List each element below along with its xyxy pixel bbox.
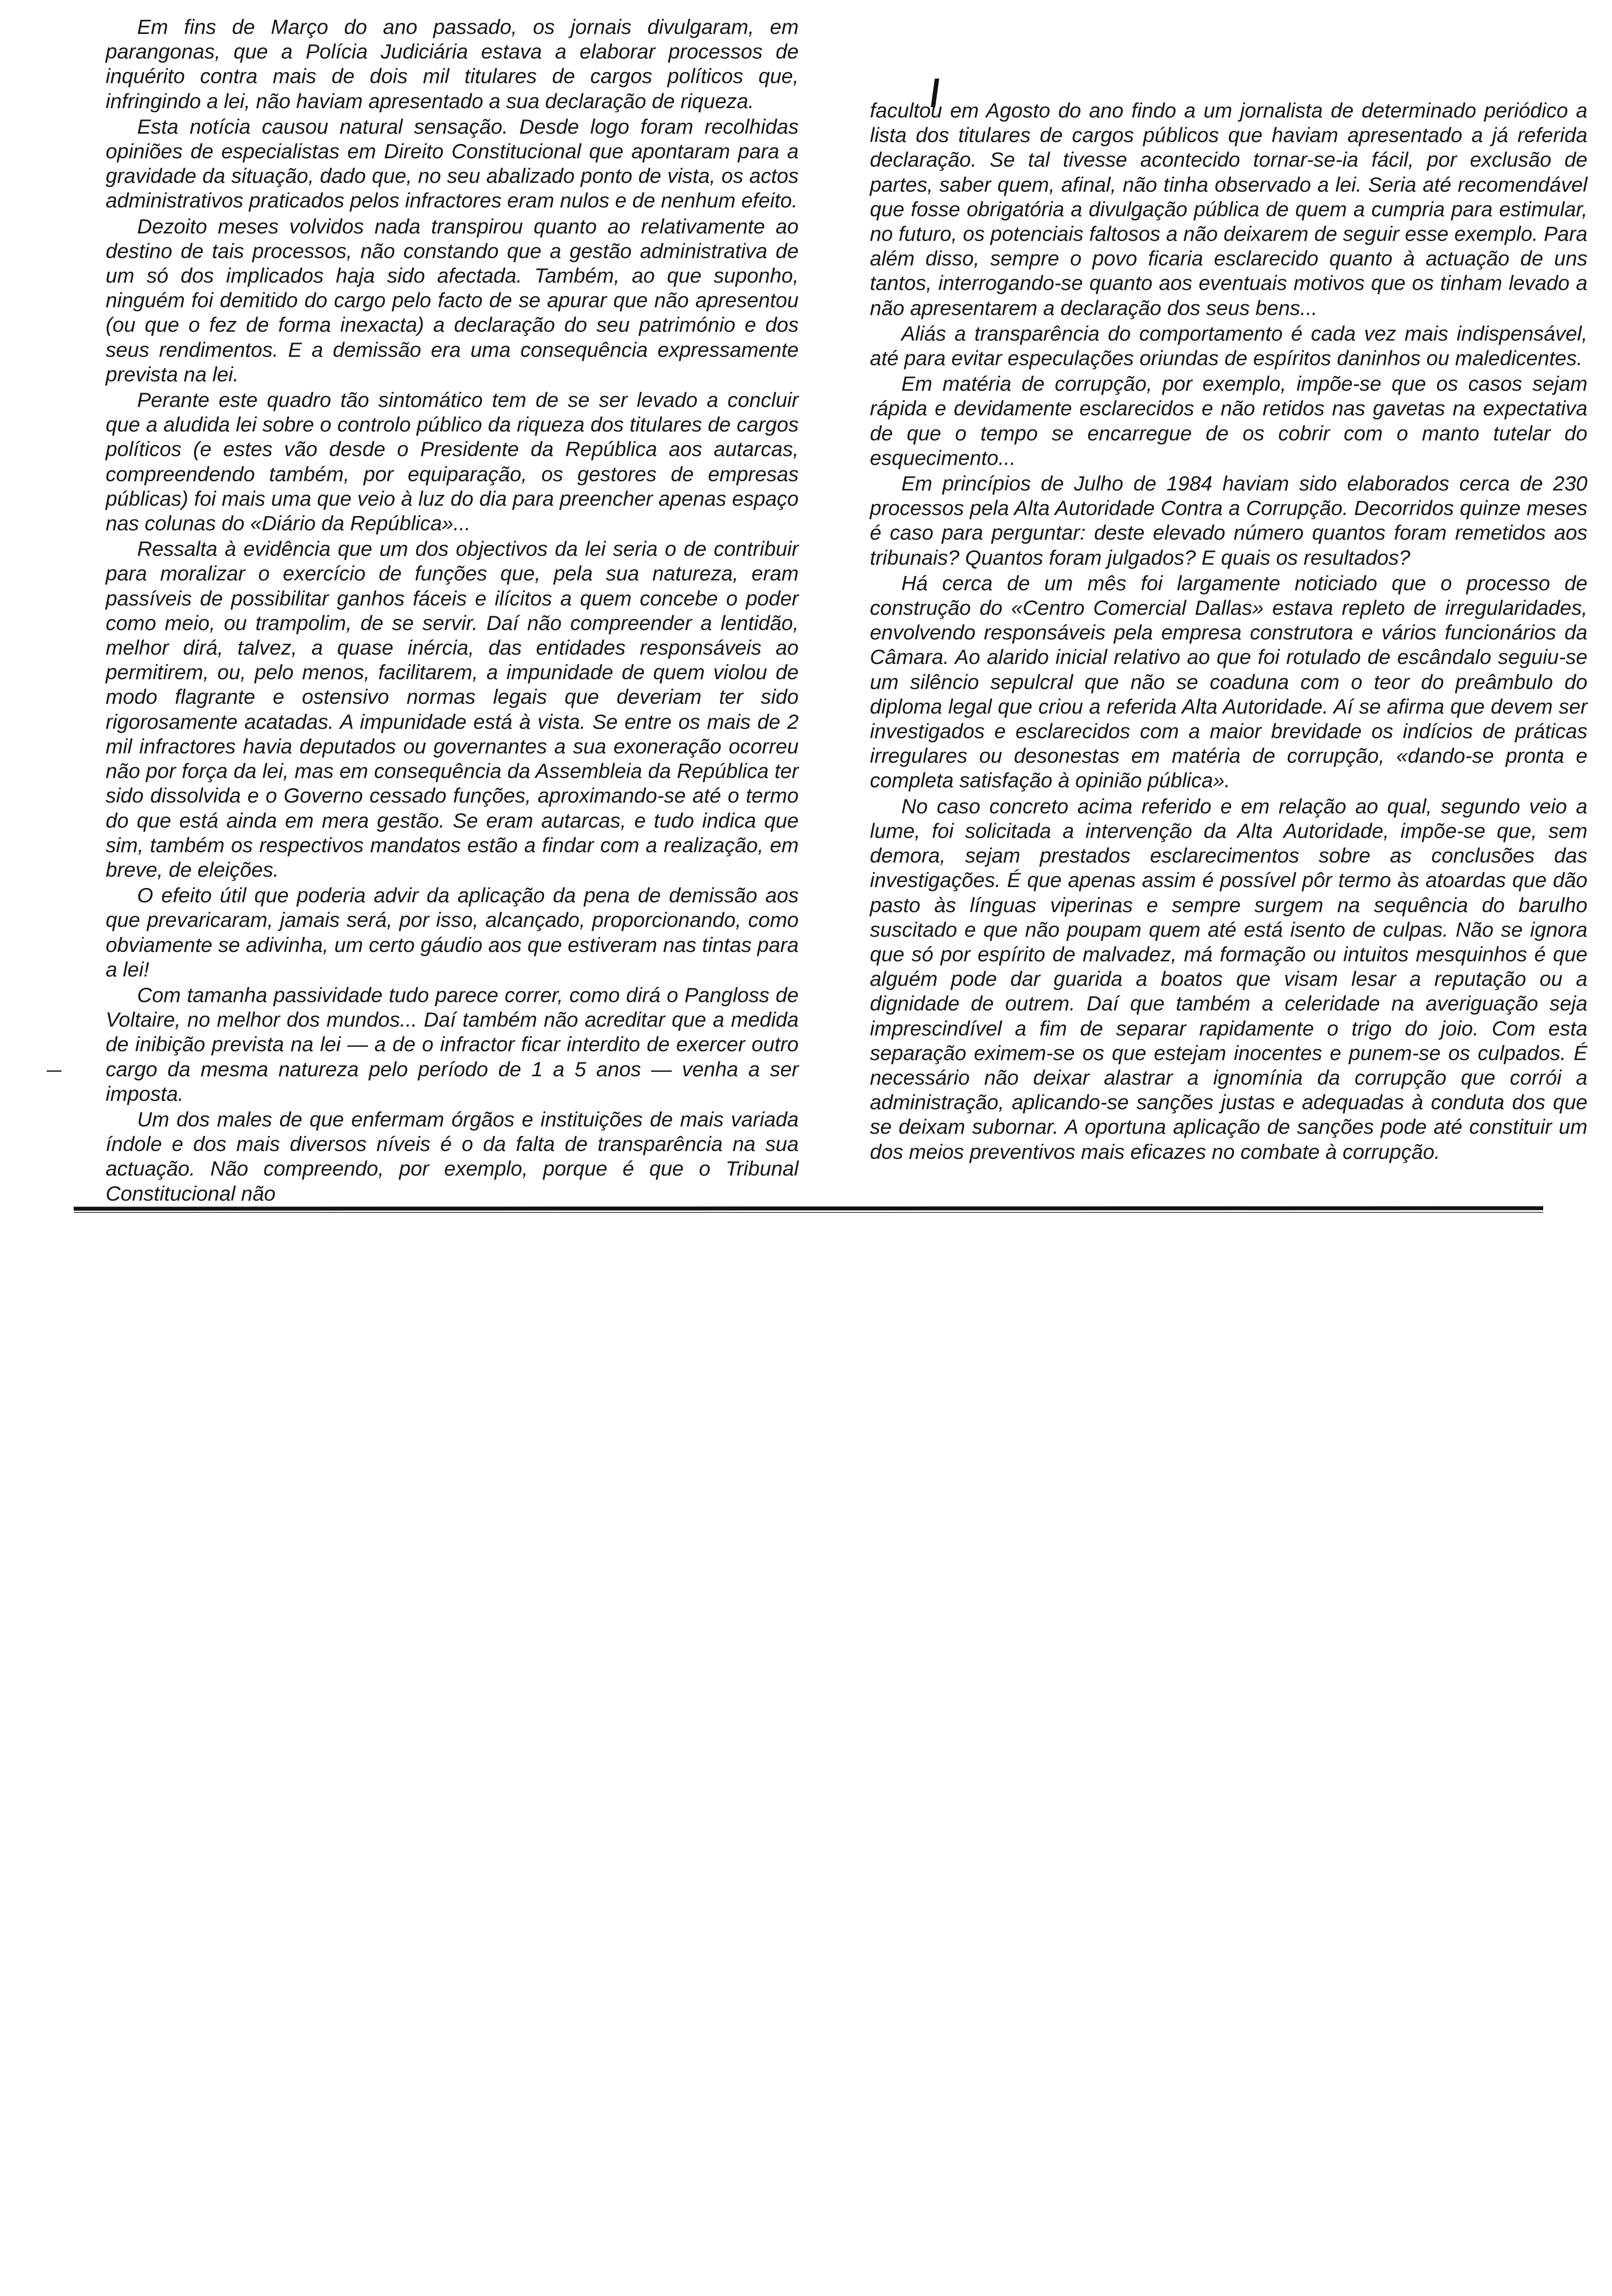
article-column-right bbox=[870, 98, 1587, 1165]
bottom-rule-shadow bbox=[74, 1212, 1543, 1213]
paragraph: Em fins de Março do ano passado, os jornais divulgaram, em parangonas, que a Polícia Judiciária estava a elaborar processos de inquérito contra mais de dois mil titulares de cargos políticos que, infringindo a lei, não haviam apresentado a sua declaração de riqueza. bbox=[106, 15, 799, 113]
paragraph: Ressalta à evidência que um dos objectivos da lei seria o de contribuir para moralizar o exercício de funções que, pela sua natureza, eram passíveis de possibilitar ganhos fáceis e ilícitos a quem concebe o poder como meio, ou trampolim, de se servir. Daí não compreender a lentidão, melhor dirá, talvez, a quase inércia, das entidades responsáveis ao permitirem, ou, pelo menos, facilitarem, a impunidade de quem violou de modo flagrante e ostensivo normas legais que deveriam ter sido rigorosamente acatadas. A impunidade está à vista. Se entre os mais de 2 mil infractores havia deputados ou governantes a sua exoneração ocorreu não por força da lei, mas em consequência da Assembleia da República ter sido dissolvida e o Governo cessado funções, aproximando-se até o termo do que está ainda em mera gestão. Se eram autarcas, e tudo indica que sim, também os respectivos mandatos estão a findar com a realização, em breve, de eleições. bbox=[106, 537, 799, 881]
paragraph: facultou em Agosto do ano findo a um jornalista de determinado periódico a lista dos titulares de cargos públicos que haviam apresentado a já referida declaração. Se tal tivesse acontecido tornar-se-ia fácil, por exclusão de partes, saber quem, afinal, não tinha observado a lei. Seria até recomendável que fosse obrigatória a divulgação pública de quem a cumpria para estimular, no futuro, os potenciais faltosos a não deixarem de seguir esse exemplo. Para além disso, sempre o povo ficaria esclarecido quanto à actuação de uns tantos, interrogando-se quanto aos eventuais motivos que os tinham levado a não apresentarem a declaração dos seus bens... bbox=[870, 99, 1587, 319]
margin-dash bbox=[47, 1070, 61, 1072]
paragraph: Em matéria de corrupção, por exemplo, impõe-se que os casos sejam rápida e devidamente esclarecidos e não retidos nas gavetas na expectativa de que o tempo se encarregue de os cobrir com o manto tutelar do esquecimento... bbox=[870, 372, 1587, 469]
paragraph: Aliás a transparência do comportamento é cada vez mais indispensável, até para evitar especulações oriundas de espíritos daninhos ou maledicentes. bbox=[870, 321, 1587, 370]
paragraph: O efeito útil que poderia advir da aplicação da pena de demissão aos que prevaricaram, jamais será, por isso, alcançado, proporcionando, como obviamente se adivinha, um certo gáudio aos que estiveram nas tintas para a lei! bbox=[106, 884, 799, 981]
article-column-left bbox=[106, 15, 799, 1207]
bottom-rule bbox=[74, 1206, 1543, 1210]
paragraph: No caso concreto acima referido e em relação ao qual, segundo veio a lume, foi solicitada a intervenção da Alta Autoridade, impõe-se que, sem demora, sejam prestados esclarecimentos sobre as conclusões das investigações. É que apenas assim é possível pôr termo às atoardas que dão pasto às línguas viperinas e sempre surgem na sequência do barulho suscitado e que não poupam quem até está isento de culpas. Não se ignora que só por espírito de malvadez, má formação ou intuitos mesquinhos é que alguém pode dar guarida a boatos que visam lesar a reputação ou a dignidade de outrem. Daí que também a celeridade na averiguação seja imprescindível a fim de separar rapidamente o trigo do joio. Com esta separação eximem-se os que estejam inocentes e punem-se os culpados. É necessário não deixar alastrar a ignomínia da corrupção que corrói a administração, aplicando-se sanções justas e adequadas à conduta dos que se deixam subornar. A oportuna aplicação de sanções pode até constituir um dos meios preventivos mais eficazes no combate à corrupção. bbox=[870, 794, 1587, 1163]
paragraph: Esta notícia causou natural sensação. Desde logo foram recolhidas opiniões de especialistas em Direito Constitucional que apontaram para a gravidade da situação, dado que, no seu abalizado ponto de vista, os actos administrativos praticados pelos infractores eram nulos e de nenhum efeito. bbox=[106, 115, 799, 212]
paragraph: Perante este quadro tão sintomático tem de se ser levado a concluir que a aludida lei sobre o controlo público da riqueza dos titulares de cargos políticos (e estes vão desde o Presidente da República aos autarcas, compreendendo também, por equiparação, os gestores de empresas públicas) foi mais uma que veio à luz do dia para preencher apenas espaço nas colunas do «Diário da República»... bbox=[106, 388, 799, 535]
paragraph: Em princípios de Julho de 1984 haviam sido elaborados cerca de 230 processos pela Alta Autoridade Contra a Corrupção. Decorridos quinze meses é caso para perguntar: deste elevado número quantos foram remetidos aos tribunais? Quantos foram julgados? E quais os resultados? bbox=[870, 472, 1587, 569]
paragraph: Um dos males de que enfermam órgãos e instituições de mais variada índole e dos mais diversos níveis é o da falta de transparência na sua actuação. Não compreendo, por exemplo, porque é que o Tribunal Constitucional não bbox=[106, 1107, 799, 1205]
paragraph: Com tamanha passividade tudo parece correr, como dirá o Pangloss de Voltaire, no melhor dos mundos... Daí também não acreditar que a medida de inibição prevista na lei — a de o infractor ficar interdito de exercer outro cargo da mesma natureza pelo período de 1 a 5 anos — venha a ser imposta. bbox=[106, 983, 799, 1105]
paragraph: Há cerca de um mês foi largamente noticiado que o processo de construção do «Centro Comercial Dallas» estava repleto de irregularidades, envolvendo responsáveis pela empresa construtora e vários funcionários da Câmara. Ao alarido inicial relativo ao que foi rotulado de escândalo seguiu-se um silêncio sepulcral que não se coaduna com o teor do preâmbulo do diploma legal que criou a referida Alta Autoridade. Aí se afirma que devem ser investigados e esclarecidos com a maior brevidade os indícios de práticas irregulares ou desonestas em matéria de corrupção, «dando-se pronta e completa satisfação à opinião pública». bbox=[870, 571, 1587, 792]
paragraph: Dezoito meses volvidos nada transpirou quanto ao relativamente ao destino de tais processos, não constando que a gestão administrativa de um só dos implicados haja sido afectada. Também, ao que suponho, ninguém foi demitido do cargo pelo facto de se apurar que não apresentou (ou que o fez de forma inexacta) a declaração do seu património e dos seus rendimentos. E a demissão era uma consequência expressamente prevista na lei. bbox=[106, 214, 799, 386]
